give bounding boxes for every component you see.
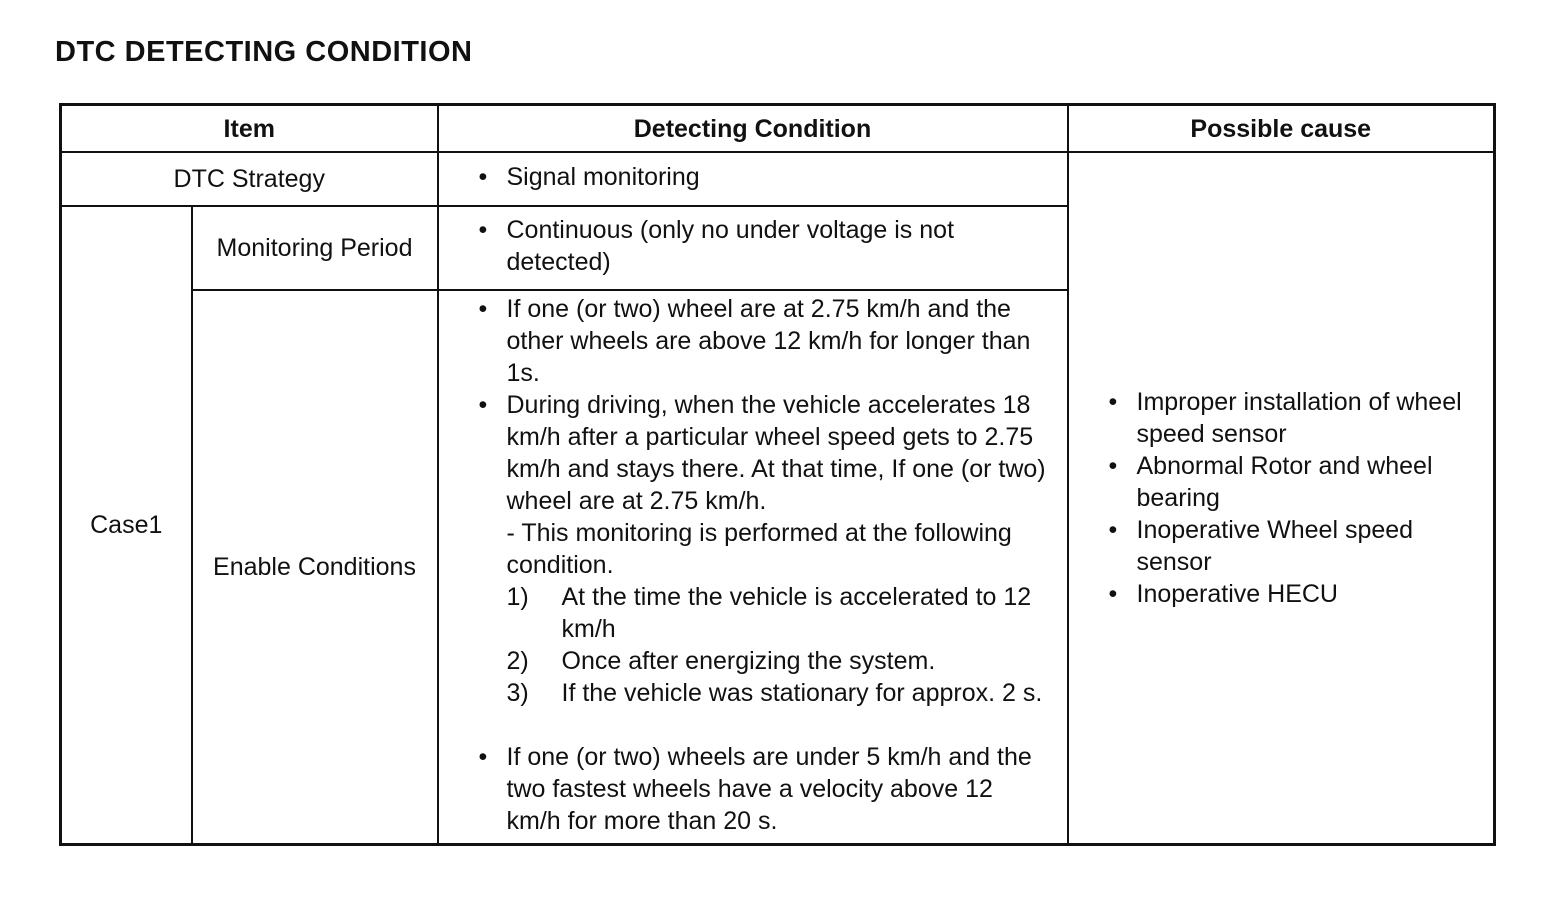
list-item: • Continuous (only no under voltage is not detected) <box>479 214 1053 278</box>
cause-item: • Abnormal Rotor and wheel bearing <box>1109 450 1478 514</box>
step-text: If the vehicle was stationary for approx. 2 s. <box>561 679 1043 707</box>
dtc-condition-table <box>59 103 1496 846</box>
condition-item: • If one (or two) wheel are at 2.75 km/h and the other wheels are above 12 km/h for longer than 1s. <box>479 293 1053 389</box>
condition-item: • If one (or two) wheels are under 5 km/h and the two fastest wheels have a velocity above 12 km/h for more than 20 s. <box>479 741 1053 837</box>
dtc-strategy-value <box>438 152 1068 206</box>
table-row-dtc-strategy <box>61 152 1495 206</box>
cause-item: • Inoperative Wheel speed sensor <box>1109 514 1478 578</box>
step-number: 2) <box>506 647 529 675</box>
page-title: DTC DETECTING CONDITION <box>55 36 473 68</box>
header-detecting-condition: Detecting Condition <box>438 105 1068 153</box>
condition-item <box>479 389 1053 709</box>
step-number: 3) <box>506 679 529 707</box>
header-possible-cause: Possible cause <box>1068 105 1495 153</box>
enable-conditions-label: Enable Conditions <box>192 290 438 845</box>
condition-step <box>507 645 1053 677</box>
enable-conditions-value <box>438 290 1068 845</box>
condition-text: • During driving, when the vehicle accelerates 18 km/h after a particular wheel speed gets to 2.75 km/h and stays there. At that time, If one (or two) wheel are at 2.75 km/h. <box>506 391 1046 515</box>
step-number: 1) <box>506 583 529 611</box>
step-text: At the time the vehicle is accelerated to 12 km/h <box>561 583 1032 643</box>
condition-note: - This monitoring is performed at the following condition. <box>506 519 1012 579</box>
condition-step <box>507 581 1053 645</box>
table-header-row <box>61 105 1495 153</box>
cause-item: • Improper installation of wheel speed sensor <box>1109 386 1478 450</box>
dtc-strategy-label: DTC Strategy <box>61 152 438 206</box>
step-text: Once after energizing the system. <box>561 647 936 675</box>
header-item: Item <box>61 105 438 153</box>
monitoring-period-value <box>438 206 1068 290</box>
case-label: Case1 <box>61 206 192 845</box>
list-item: • Signal monitoring <box>479 161 1053 193</box>
cause-item: • Inoperative HECU <box>1109 578 1478 610</box>
possible-cause-cell <box>1068 152 1495 845</box>
condition-steps <box>507 581 1053 709</box>
monitoring-period-label: Monitoring Period <box>192 206 438 290</box>
condition-step <box>507 677 1053 709</box>
